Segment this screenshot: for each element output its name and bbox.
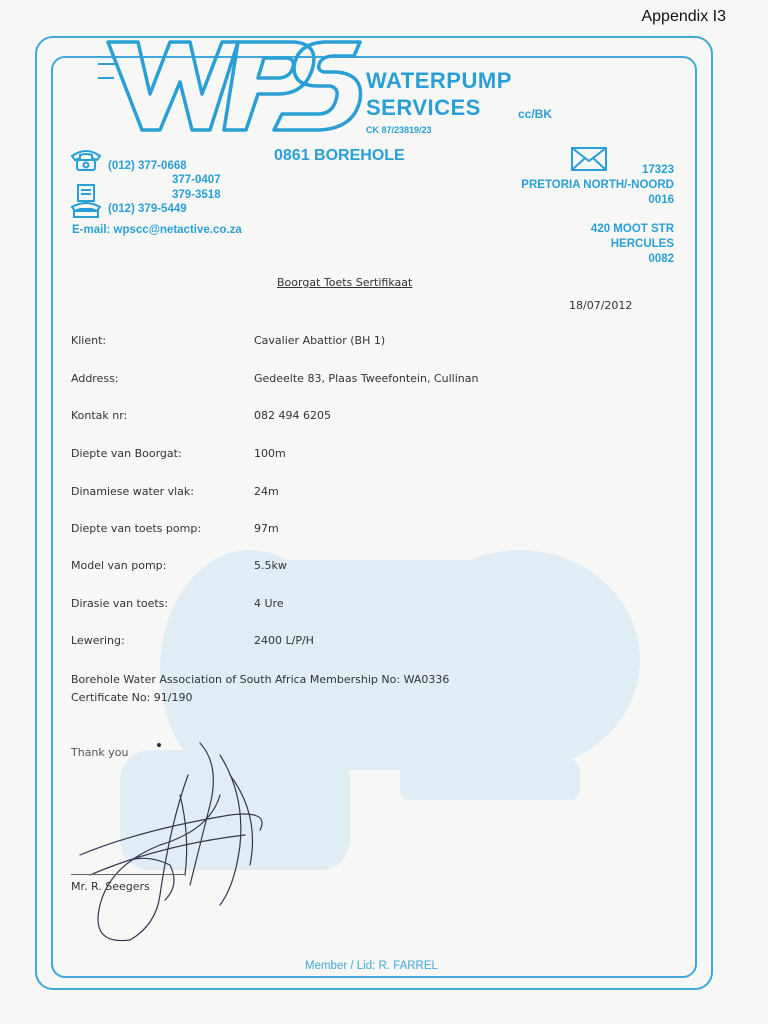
- field-value-pump-model: 5.5kw: [254, 559, 287, 572]
- company-name-line2: SERVICES: [366, 95, 481, 120]
- field-label-pump-model: Model van pomp:: [71, 559, 167, 572]
- certificate-title: Boorgat Toets Sertifikaat: [277, 276, 413, 289]
- closing-thanks: Thank you: [71, 746, 129, 759]
- field-label-test-duration: Dirasie van toets:: [71, 597, 169, 610]
- postal-code: 0016: [648, 194, 674, 206]
- fax-number-2: (012) 379-5449: [108, 203, 187, 215]
- field-label-borehole-depth: Diepte van Boorgat:: [71, 447, 182, 460]
- street-address: [591, 222, 674, 267]
- signature-line: [71, 874, 186, 875]
- fax-icon: [70, 183, 102, 219]
- certificate-date: 18/07/2012: [569, 299, 633, 312]
- borehole-number: 0861 BOREHOLE: [274, 147, 405, 164]
- field-value-borehole-depth: 100m: [254, 447, 286, 460]
- postal-box: 17323: [642, 164, 674, 176]
- field-label-dynamic-water-level: Dinamiese water vlak:: [71, 485, 194, 498]
- postal-address: [521, 163, 674, 208]
- street-suburb: HERCULES: [610, 238, 674, 250]
- phone-number-2: 377-0407: [172, 174, 221, 186]
- company-suffix: cc/BK: [518, 107, 553, 121]
- ck-number: CK 87/23819/23: [366, 125, 432, 135]
- appendix-label: Appendix I3: [641, 8, 726, 25]
- signer-name: Mr. R. Seegers: [71, 880, 150, 893]
- field-value-delivery: 2400 L/P/H: [254, 634, 314, 647]
- field-value-test-duration: 4 Ure: [254, 597, 284, 610]
- telephone-icon: [70, 148, 102, 172]
- field-value-contact: 082 494 6205: [254, 409, 331, 422]
- field-label-delivery: Lewering:: [71, 634, 125, 647]
- field-label-address: Address:: [71, 372, 119, 385]
- field-label-test-pump-depth: Diepte van toets pomp:: [71, 522, 202, 535]
- handwritten-signature: [70, 735, 300, 950]
- association-membership: Borehole Water Association of South Africa Membership No: WA0336: [71, 673, 450, 686]
- phone-number-1: (012) 377-0668: [108, 160, 187, 172]
- field-label-contact: Kontak nr:: [71, 409, 128, 422]
- field-value-test-pump-depth: 97m: [254, 522, 279, 535]
- field-label-client: Klient:: [71, 334, 107, 347]
- street-code: 0082: [648, 253, 674, 265]
- field-value-address: Gedeelte 83, Plaas Tweefontein, Cullinan: [254, 372, 479, 385]
- wps-logo: [98, 34, 364, 138]
- member-footer: Member / Lid: R. FARREL: [305, 960, 438, 972]
- postal-area: PRETORIA NORTH/-NOORD: [521, 179, 674, 191]
- street-line: 420 MOOT STR: [590, 223, 674, 235]
- fax-number-1: 379-3518: [172, 189, 221, 201]
- certificate-number: Certificate No: 91/190: [71, 691, 193, 704]
- company-name-line1: WATERPUMP: [366, 68, 512, 93]
- field-value-dynamic-water-level: 24m: [254, 485, 279, 498]
- email-address: E-mail: wpscc@netactive.co.za: [72, 224, 242, 236]
- field-value-client: Cavalier Abattior (BH 1): [254, 334, 386, 347]
